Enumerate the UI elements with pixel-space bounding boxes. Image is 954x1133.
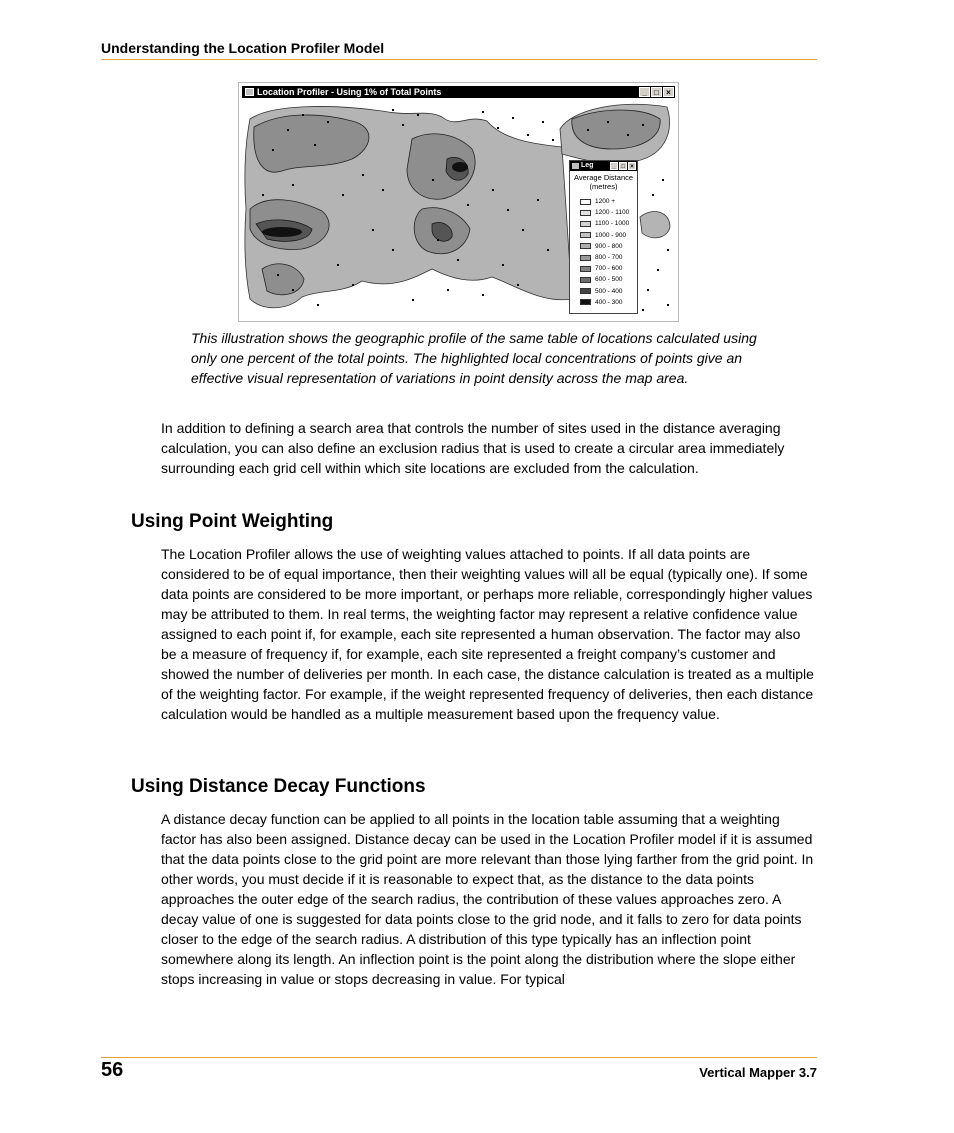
section-heading-distance-decay: Using Distance Decay Functions xyxy=(131,776,426,797)
running-header: Understanding the Location Profiler Model xyxy=(101,40,385,56)
legend-entry xyxy=(570,297,637,308)
maximize-button[interactable]: □ xyxy=(651,87,662,97)
legend-swatch xyxy=(580,299,591,305)
legend-swatch xyxy=(580,243,591,249)
minimize-button[interactable]: _ xyxy=(639,87,650,97)
section-heading-point-weighting: Using Point Weighting xyxy=(131,511,334,532)
point-weighting-paragraph: The Location Profiler allows the use of weighting values attached to points. If all data points are considered to be of equal importance, then their weighting values will all be equal (typically one). If some data points are considered to be more important, or perhaps more reliable, correspondingly higher values may be attributed to them. In real terms, the weighting factor may represent a relative confidence value assigned to each point if, for example, each site represented a human observation. The factor may also be a measure of frequency if, for example, each site represented a freight company’s customer and showed the number of deliveries per month. In each case, the distance calculation is treated as a multiple of the weighting factor. For example, if the weight represented frequency of deliveries, then each distance calculation would be handled as a multiple measurement based upon the frequency value. xyxy=(161,546,814,722)
figure-caption: This illustration shows the geographic profile of the same table of locations calculated using only one percent of the total points. The highlighted local concentrations of points give an effective visual representation of variations in point density across the map area. xyxy=(191,330,757,386)
legend-entry xyxy=(570,263,637,274)
legend-label: 900 - 800 xyxy=(595,242,623,250)
legend-window-title: Leg xyxy=(581,162,594,169)
legend-label: 600 - 500 xyxy=(595,276,623,284)
map-window-title: Location Profiler - Using 1% of Total Points xyxy=(257,87,442,97)
intro-paragraph: In addition to defining a search area that controls the number of sites used in the distance averaging calculation, you can also define an exclusion radius that is used to create a circular area immediately surrounding each grid cell within which site locations are excluded from the calculation. xyxy=(161,420,785,476)
page-number: 56 xyxy=(101,1059,124,1081)
legend-swatch xyxy=(580,232,591,238)
header-rule xyxy=(101,59,817,60)
map-window-titlebar xyxy=(242,86,675,98)
legend-label: 800 - 700 xyxy=(595,254,623,262)
distance-decay-paragraph: A distance decay function can be applied to all points in the location table assuming that a weighting factor has also been assigned. Distance decay can be used in the Location Profiler model if it is assumed that the data points close to the grid point are more relevant than those lying farther from the grid point. In other words, you must decide if it is reasonable to expect that, as the distance to the data points approaches the outer edge of the search radius, the contribution of these values approaches zero. A decay value of one is suggested for data points close to the grid node, and it falls to zero for data points closer to the edge of the search radius. A distribution of this type typically has an inflection point somewhere along its length. An inflection point is the point along the distribution where the slope either stops increasing in value or stops decreasing in value. For typical xyxy=(161,811,814,987)
app-icon xyxy=(245,88,254,96)
legend-titlebar xyxy=(570,161,637,171)
legend-label: 700 - 600 xyxy=(595,265,623,273)
legend-label: 1200 - 1100 xyxy=(595,209,630,217)
legend-swatch xyxy=(580,277,591,283)
legend-minimize-button[interactable]: _ xyxy=(610,162,618,170)
legend-units: (metres) xyxy=(589,182,618,191)
legend-label: 1000 - 900 xyxy=(595,231,627,239)
legend-window xyxy=(569,160,638,314)
legend-maximize-button[interactable]: □ xyxy=(619,162,627,170)
legend-list xyxy=(570,196,637,308)
legend-entry xyxy=(570,230,637,241)
map-figure-window xyxy=(238,82,679,322)
legend-entry xyxy=(570,286,637,297)
footer-rule xyxy=(101,1057,817,1058)
legend-label: 500 - 400 xyxy=(595,287,623,295)
legend-swatch xyxy=(580,210,591,216)
legend-entry xyxy=(570,241,637,252)
legend-close-button[interactable]: × xyxy=(628,162,636,170)
footer-product-title: Vertical Mapper 3.7 xyxy=(699,1065,817,1080)
legend-app-icon xyxy=(572,163,579,169)
legend-label: 1200 + xyxy=(595,198,616,206)
legend-entry xyxy=(570,207,637,218)
legend-swatch xyxy=(580,221,591,227)
legend-label: 1100 - 1000 xyxy=(595,220,630,228)
legend-swatch xyxy=(580,288,591,294)
legend-swatch xyxy=(580,255,591,261)
legend-heading xyxy=(570,173,637,191)
legend-entry xyxy=(570,218,637,229)
legend-label: 400 - 300 xyxy=(595,298,623,306)
legend-swatch xyxy=(580,199,591,205)
legend-entry xyxy=(570,274,637,285)
legend-entry xyxy=(570,196,637,207)
legend-title: Average Distance xyxy=(573,173,634,182)
legend-swatch xyxy=(580,266,591,272)
legend-entry xyxy=(570,252,637,263)
close-button[interactable]: × xyxy=(663,87,674,97)
